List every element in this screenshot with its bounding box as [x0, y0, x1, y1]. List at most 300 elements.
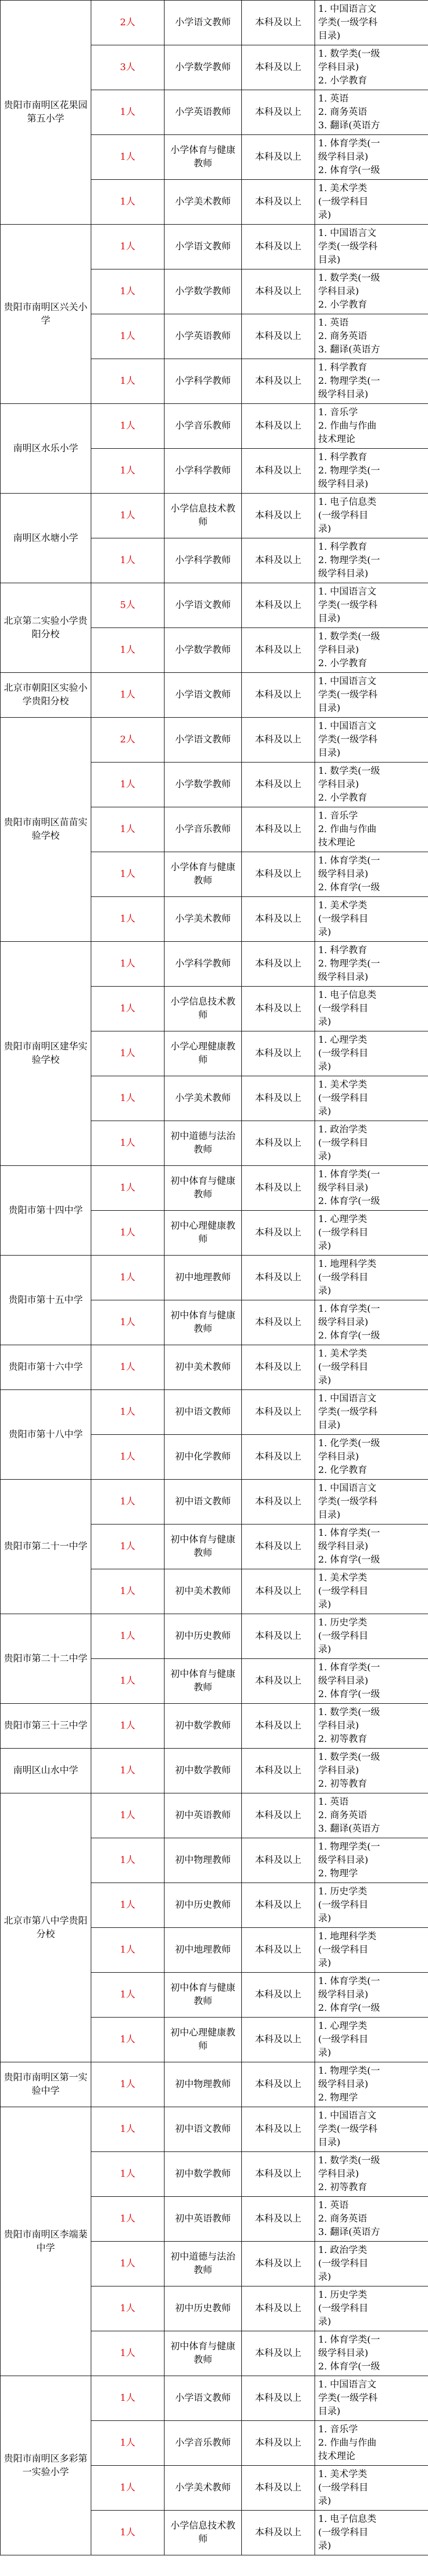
education-cell: 本科及以上: [242, 45, 315, 90]
major-requirement-line: 学科目录): [318, 645, 359, 655]
major-requirement-line: 录): [318, 2272, 332, 2282]
major-requirement-line: 目录): [318, 613, 341, 624]
major-requirement-cell: [315, 1435, 428, 1480]
major-requirement-line: (一级学科目: [318, 1227, 369, 1238]
major-requirement-line: 2. 体育学(一级: [318, 1330, 380, 1341]
hiring-unit-cell: 贵阳市第十八中学: [1, 1390, 91, 1480]
position-cell: 小学数学教师: [164, 269, 242, 314]
major-requirement-cell: [315, 762, 428, 807]
major-requirement-cell: [315, 314, 428, 359]
position-cell: 小学英语教师: [164, 314, 242, 359]
position-cell: 小学语文教师: [164, 225, 242, 269]
major-requirement-line: 2. 商务英语: [318, 2213, 367, 2224]
major-requirement-line: 1. 英语: [318, 317, 349, 328]
major-requirement-cell: [315, 1614, 428, 1659]
education-cell: 本科及以上: [242, 2376, 315, 2421]
major-requirement-line: 目录): [318, 2137, 341, 2148]
position-cell: 初中体育与健康教师: [164, 1524, 242, 1569]
headcount-cell: 1人: [91, 404, 164, 449]
major-requirement-line: 1. 美术学类: [318, 1348, 367, 1359]
major-requirement-line: (一级学科目: [318, 1362, 369, 1372]
position-cell: 初中美术教师: [164, 1345, 242, 1390]
hiring-unit-cell: 南明区水乐小学: [1, 404, 91, 494]
major-requirement-line: 3. 翻译(英语方: [318, 344, 380, 355]
headcount-cell: 1人: [91, 2421, 164, 2466]
position-cell: 初中历史教师: [164, 1883, 242, 1928]
major-requirement-line: 2. 体育学(一级: [318, 1554, 380, 1565]
major-requirement-line: 2. 小学教育: [318, 299, 367, 310]
hiring-unit-cell: 贵阳市第十五中学: [1, 1256, 91, 1345]
major-requirement-line: 级学科目录): [318, 869, 369, 879]
position-cell: 初中体育与健康教师: [164, 1166, 242, 1211]
education-cell: 本科及以上: [242, 2511, 315, 2555]
headcount-cell: 1人: [91, 1928, 164, 1973]
education-cell: 本科及以上: [242, 1076, 315, 1121]
major-requirement-line: 2. 体育学(一级: [318, 2003, 380, 2013]
position-cell: 初中体育与健康教师: [164, 1300, 242, 1345]
education-cell: 本科及以上: [242, 2286, 315, 2331]
education-cell: 本科及以上: [242, 180, 315, 225]
major-requirement-cell: [315, 1480, 428, 1524]
major-requirement-line: 1. 英语: [318, 1797, 349, 1807]
major-requirement-line: 学类(一级学科: [318, 689, 378, 700]
major-requirement-line: 学类(一级学科: [318, 2124, 378, 2134]
hiring-unit-cell: 北京第二实验小学贵阳分校: [1, 583, 91, 673]
major-requirement-cell: [315, 538, 428, 583]
major-requirement-line: 1. 中国语言文: [318, 228, 376, 239]
position-cell: 小学数学教师: [164, 628, 242, 673]
major-requirement-line: 录): [318, 2316, 332, 2327]
headcount-cell: 1人: [91, 762, 164, 807]
position-cell: 小学体育与健康教师: [164, 852, 242, 897]
education-cell: 本科及以上: [242, 1211, 315, 1256]
headcount-cell: 1人: [91, 2018, 164, 2062]
position-cell: 初中心理健康教师: [164, 1211, 242, 1256]
position-cell: 初中英语教师: [164, 1793, 242, 1838]
headcount-cell: 1人: [91, 1569, 164, 1614]
major-requirement-cell: [315, 1659, 428, 1704]
major-requirement-line: 学科目录): [318, 779, 359, 790]
major-requirement-cell: [315, 2152, 428, 2197]
education-cell: 本科及以上: [242, 852, 315, 897]
major-requirement-line: 2. 初等教育: [318, 1778, 367, 1789]
position-cell: 小学美术教师: [164, 180, 242, 225]
headcount-cell: 1人: [91, 180, 164, 225]
position-cell: 初中语文教师: [164, 2107, 242, 2152]
major-requirement-cell: [315, 45, 428, 90]
position-cell: 小学音乐教师: [164, 2421, 242, 2466]
major-requirement-line: (一级学科目: [318, 2482, 369, 2493]
major-requirement-cell: [315, 269, 428, 314]
education-cell: 本科及以上: [242, 1659, 315, 1704]
major-requirement-line: 1. 美术学类: [318, 1572, 367, 1583]
major-requirement-line: 3. 翻译(英语方: [318, 1823, 380, 1834]
major-requirement-cell: [315, 1838, 428, 1883]
major-requirement-cell: [315, 673, 428, 718]
major-requirement-cell: [315, 225, 428, 269]
headcount-cell: 1人: [91, 1121, 164, 1166]
table-row: [1, 1749, 428, 1793]
education-cell: 本科及以上: [242, 2018, 315, 2062]
major-requirement-cell: [315, 718, 428, 762]
education-cell: 本科及以上: [242, 1031, 315, 1076]
major-requirement-cell: [315, 449, 428, 494]
table-row: [1, 1614, 428, 1659]
major-requirement-line: (一级学科目: [318, 1944, 369, 1955]
hiring-unit-cell: 贵阳市南明区花果园第五小学: [1, 1, 91, 225]
headcount-cell: 1人: [91, 225, 164, 269]
position-cell: 小学科学教师: [164, 359, 242, 404]
major-requirement-line: (一级学科目: [318, 1138, 369, 1148]
major-requirement-line: 1. 科学教育: [318, 452, 367, 463]
headcount-cell: 1人: [91, 628, 164, 673]
education-cell: 本科及以上: [242, 762, 315, 807]
position-cell: 初中地理教师: [164, 1928, 242, 1973]
position-cell: 小学语文教师: [164, 718, 242, 762]
headcount-cell: 1人: [91, 1659, 164, 1704]
major-requirement-cell: [315, 2062, 428, 2107]
major-requirement-cell: [315, 897, 428, 942]
major-requirement-cell: [315, 1973, 428, 2018]
position-cell: 初中物理教师: [164, 2062, 242, 2107]
headcount-cell: 1人: [91, 987, 164, 1031]
major-requirement-cell: [315, 583, 428, 628]
major-requirement-cell: [315, 852, 428, 897]
major-requirement-line: 2. 小学教育: [318, 792, 367, 803]
headcount-cell: 1人: [91, 2242, 164, 2286]
table-row: [1, 2062, 428, 2107]
education-cell: 本科及以上: [242, 538, 315, 583]
hiring-unit-cell: 贵阳市第十六中学: [1, 1345, 91, 1390]
major-requirement-line: 1. 地理科学类: [318, 1931, 376, 1942]
major-requirement-line: 级学科目录): [318, 389, 369, 400]
education-cell: 本科及以上: [242, 2062, 315, 2107]
major-requirement-line: 1. 物理学类(一: [318, 2065, 380, 2076]
position-cell: 小学科学教师: [164, 538, 242, 583]
major-requirement-line: 录): [318, 1151, 332, 1162]
major-requirement-line: 级学科目录): [318, 972, 369, 982]
headcount-cell: 1人: [91, 1749, 164, 1793]
major-requirement-line: 1. 体育学类(一: [318, 1303, 380, 1314]
major-requirement-line: 录): [318, 2540, 332, 2551]
position-cell: 初中体育与健康教师: [164, 2331, 242, 2376]
major-requirement-cell: [315, 1793, 428, 1838]
headcount-cell: 1人: [91, 1838, 164, 1883]
major-requirement-line: 1. 体育学类(一: [318, 1662, 380, 1673]
education-cell: 本科及以上: [242, 1166, 315, 1211]
position-cell: 小学科学教师: [164, 449, 242, 494]
table-row: [1, 2376, 428, 2421]
major-requirement-cell: [315, 1121, 428, 1166]
table-row: [1, 1793, 428, 1838]
major-requirement-line: 目录): [318, 748, 341, 758]
major-requirement-line: 1. 数学类(一级: [318, 2155, 380, 2166]
education-cell: 本科及以上: [242, 449, 315, 494]
major-requirement-line: 1. 数学类(一级: [318, 766, 380, 776]
education-cell: 本科及以上: [242, 1704, 315, 1749]
major-requirement-line: 2. 物理学类(一: [318, 376, 380, 386]
education-cell: 本科及以上: [242, 2107, 315, 2152]
headcount-cell: 1人: [91, 1390, 164, 1435]
education-cell: 本科及以上: [242, 2331, 315, 2376]
major-requirement-line: 1. 体育学类(一: [318, 1976, 380, 1987]
headcount-cell: 1人: [91, 1883, 164, 1928]
major-requirement-line: 1. 体育学类(一: [318, 1169, 380, 1180]
major-requirement-line: 1. 中国语言文: [318, 4, 376, 14]
major-requirement-cell: [315, 1345, 428, 1390]
headcount-cell: 1人: [91, 449, 164, 494]
position-cell: 小学美术教师: [164, 1076, 242, 1121]
position-cell: 初中体育与健康教师: [164, 1659, 242, 1704]
major-requirement-line: 2. 体育学(一级: [318, 165, 380, 176]
position-cell: 初中历史教师: [164, 2286, 242, 2331]
major-requirement-line: 录): [318, 210, 332, 221]
major-requirement-line: (一级学科目: [318, 2527, 369, 2538]
major-requirement-line: 学科目录): [318, 1765, 359, 1776]
major-requirement-line: 2. 体育学(一级: [318, 1196, 380, 1207]
major-requirement-line: 录): [318, 1599, 332, 1610]
position-cell: 初中化学教师: [164, 1435, 242, 1480]
major-requirement-cell: [315, 628, 428, 673]
education-cell: 本科及以上: [242, 269, 315, 314]
major-requirement-line: 学科目录): [318, 1720, 359, 1731]
major-requirement-line: 3. 翻译(英语方: [318, 120, 380, 131]
major-requirement-line: 1. 中国语言文: [318, 2379, 376, 2390]
major-requirement-line: (一级学科目: [318, 510, 369, 521]
hiring-unit-cell: 贵阳市南明区苗苗实验学校: [1, 718, 91, 942]
education-cell: 本科及以上: [242, 1, 315, 45]
major-requirement-line: 1. 音乐学: [318, 810, 358, 821]
major-requirement-line: 1. 心理学类: [318, 1035, 367, 1045]
education-cell: 本科及以上: [242, 90, 315, 135]
major-requirement-line: 学科目录): [318, 2168, 359, 2179]
headcount-cell: 1人: [91, 1704, 164, 1749]
education-cell: 本科及以上: [242, 673, 315, 718]
major-requirement-line: 学科目录): [318, 62, 359, 73]
education-cell: 本科及以上: [242, 1793, 315, 1838]
major-requirement-line: (一级学科目: [318, 1900, 369, 1910]
headcount-cell: 1人: [91, 1300, 164, 1345]
major-requirement-line: (一级学科目: [318, 913, 369, 924]
major-requirement-line: 2. 作曲与作曲: [318, 824, 376, 835]
headcount-cell: 1人: [91, 2466, 164, 2511]
major-requirement-cell: [315, 2421, 428, 2466]
headcount-cell: 1人: [91, 2376, 164, 2421]
major-requirement-line: 1. 英语: [318, 93, 349, 104]
major-requirement-line: (一级学科目: [318, 2303, 369, 2314]
major-requirement-line: 1. 科学教育: [318, 362, 367, 373]
major-requirement-cell: [315, 1928, 428, 1973]
major-requirement-line: 录): [318, 1375, 332, 1386]
major-requirement-line: 1. 电子信息类: [318, 497, 376, 507]
major-requirement-line: 学类(一级学科: [318, 17, 378, 28]
major-requirement-line: 2. 物理学: [318, 2092, 358, 2103]
major-requirement-cell: [315, 1749, 428, 1793]
major-requirement-cell: [315, 180, 428, 225]
headcount-cell: 1人: [91, 897, 164, 942]
headcount-cell: 1人: [91, 314, 164, 359]
headcount-cell: 1人: [91, 494, 164, 538]
major-requirement-line: 学科目录): [318, 286, 359, 297]
major-requirement-line: 1. 美术学类: [318, 900, 367, 911]
major-requirement-cell: [315, 135, 428, 180]
headcount-cell: 1人: [91, 1435, 164, 1480]
major-requirement-line: 1. 中国语言文: [318, 676, 376, 687]
major-requirement-cell: [315, 2107, 428, 2152]
major-requirement-line: (一级学科目: [318, 1586, 369, 1597]
hiring-unit-cell: 北京市第八中学贵阳分校: [1, 1793, 91, 2062]
education-cell: 本科及以上: [242, 1883, 315, 1928]
major-requirement-line: 1. 化学类(一级: [318, 1438, 380, 1449]
major-requirement-line: 1. 体育学类(一: [318, 2334, 380, 2345]
table-row: [1, 1, 428, 45]
education-cell: 本科及以上: [242, 1300, 315, 1345]
major-requirement-line: (一级学科目: [318, 1048, 369, 1059]
education-cell: 本科及以上: [242, 987, 315, 1031]
hiring-unit-cell: 南明区水塘小学: [1, 494, 91, 583]
major-requirement-line: 级学科目录): [318, 1675, 369, 1686]
headcount-cell: 1人: [91, 852, 164, 897]
education-cell: 本科及以上: [242, 628, 315, 673]
major-requirement-line: 1. 电子信息类: [318, 990, 376, 1001]
headcount-cell: 1人: [91, 2197, 164, 2242]
major-requirement-line: 2. 作曲与作曲: [318, 420, 376, 431]
major-requirement-line: 1. 体育学类(一: [318, 855, 380, 866]
table-row: [1, 1704, 428, 1749]
major-requirement-cell: [315, 2242, 428, 2286]
education-cell: 本科及以上: [242, 1569, 315, 1614]
position-cell: 初中历史教师: [164, 1614, 242, 1659]
table-row: [1, 1390, 428, 1435]
position-cell: 初中数学教师: [164, 1749, 242, 1793]
position-cell: 初中语文教师: [164, 1390, 242, 1435]
position-cell: 小学语文教师: [164, 2376, 242, 2421]
headcount-cell: 1人: [91, 2286, 164, 2331]
table-row: [1, 1166, 428, 1211]
headcount-cell: 1人: [91, 538, 164, 583]
education-cell: 本科及以上: [242, 1390, 315, 1435]
hiring-unit-cell: 贵阳市第十四中学: [1, 1166, 91, 1256]
major-requirement-line: 级学科目录): [318, 1855, 369, 1866]
major-requirement-line: 1. 政治学类: [318, 2245, 367, 2256]
position-cell: 初中数学教师: [164, 2152, 242, 2197]
table-row: [1, 404, 428, 449]
major-requirement-line: 2. 物理学: [318, 1868, 358, 1879]
table-row: [1, 673, 428, 718]
table-row: [1, 494, 428, 538]
major-requirement-line: (一级学科目: [318, 2034, 369, 2045]
major-requirement-line: 技术理论: [318, 837, 355, 848]
major-requirement-cell: [315, 1300, 428, 1345]
major-requirement-line: 1. 数学类(一级: [318, 273, 380, 283]
major-requirement-cell: [315, 1704, 428, 1749]
education-cell: 本科及以上: [242, 2197, 315, 2242]
position-cell: 初中数学教师: [164, 1704, 242, 1749]
major-requirement-line: 技术理论: [318, 434, 355, 445]
major-requirement-line: 2. 体育学(一级: [318, 1689, 380, 1700]
major-requirement-line: 2. 商务英语: [318, 1810, 367, 1821]
position-cell: 小学数学教师: [164, 45, 242, 90]
headcount-cell: 1人: [91, 942, 164, 987]
major-requirement-line: 3. 翻译(英语方: [318, 2227, 380, 2238]
recruitment-table-body: [1, 1, 428, 2555]
headcount-cell: 2人: [91, 718, 164, 762]
major-requirement-line: 级学科目录): [318, 1317, 369, 1328]
position-cell: 小学数学教师: [164, 762, 242, 807]
major-requirement-line: 1. 科学教育: [318, 945, 367, 956]
major-requirement-cell: [315, 1569, 428, 1614]
position-cell: 初中美术教师: [164, 1569, 242, 1614]
education-cell: 本科及以上: [242, 135, 315, 180]
major-requirement-cell: [315, 1031, 428, 1076]
education-cell: 本科及以上: [242, 897, 315, 942]
major-requirement-line: (一级学科目: [318, 1631, 369, 1641]
major-requirement-line: 2. 商务英语: [318, 331, 367, 342]
education-cell: 本科及以上: [242, 225, 315, 269]
major-requirement-line: 1. 数学类(一级: [318, 1752, 380, 1762]
major-requirement-cell: [315, 987, 428, 1031]
major-requirement-line: 2. 物理学类(一: [318, 555, 380, 566]
major-requirement-line: 学类(一级学科: [318, 1496, 378, 1507]
major-requirement-cell: [315, 494, 428, 538]
major-requirement-line: 级学科目录): [318, 568, 369, 579]
major-requirement-line: 目录): [318, 1510, 341, 1520]
major-requirement-line: 技术理论: [318, 2451, 355, 2462]
major-requirement-line: 1. 心理学类: [318, 2021, 367, 2031]
major-requirement-line: 学类(一级学科: [318, 241, 378, 252]
major-requirement-line: 学类(一级学科: [318, 734, 378, 745]
major-requirement-line: 1. 数学类(一级: [318, 631, 380, 642]
major-requirement-cell: [315, 1211, 428, 1256]
major-requirement-line: 学类(一级学科: [318, 600, 378, 611]
headcount-cell: 1人: [91, 1480, 164, 1524]
major-requirement-line: 录): [318, 1106, 332, 1117]
major-requirement-line: 级学科目录): [318, 1541, 369, 1552]
major-requirement-cell: [315, 2466, 428, 2511]
position-cell: 小学英语教师: [164, 90, 242, 135]
major-requirement-line: 1. 中国语言文: [318, 2110, 376, 2121]
position-cell: 小学语文教师: [164, 1, 242, 45]
position-cell: 小学美术教师: [164, 2466, 242, 2511]
major-requirement-cell: [315, 2197, 428, 2242]
hiring-unit-cell: 贵阳市南明区建华实验学校: [1, 942, 91, 1166]
major-requirement-cell: [315, 2286, 428, 2331]
major-requirement-line: 目录): [318, 30, 341, 41]
table-row: [1, 1345, 428, 1390]
major-requirement-line: 1. 数学类(一级: [318, 48, 380, 59]
position-cell: 初中心理健康教师: [164, 2018, 242, 2062]
education-cell: 本科及以上: [242, 1121, 315, 1166]
major-requirement-line: 1. 科学教育: [318, 541, 367, 552]
major-requirement-line: (一级学科目: [318, 2258, 369, 2269]
major-requirement-cell: [315, 359, 428, 404]
position-cell: 初中英语教师: [164, 2197, 242, 2242]
education-cell: 本科及以上: [242, 942, 315, 987]
position-cell: 小学科学教师: [164, 942, 242, 987]
headcount-cell: 1人: [91, 1256, 164, 1300]
education-cell: 本科及以上: [242, 1256, 315, 1300]
headcount-cell: 1人: [91, 1345, 164, 1390]
headcount-cell: 1人: [91, 673, 164, 718]
major-requirement-line: 2. 商务英语: [318, 107, 367, 117]
education-cell: 本科及以上: [242, 2466, 315, 2511]
education-cell: 本科及以上: [242, 807, 315, 852]
major-requirement-cell: [315, 2018, 428, 2062]
position-cell: 小学信息技术教师: [164, 494, 242, 538]
hiring-unit-cell: 贵阳市南明区李端棻中学: [1, 2107, 91, 2376]
education-cell: 本科及以上: [242, 359, 315, 404]
headcount-cell: 1人: [91, 807, 164, 852]
